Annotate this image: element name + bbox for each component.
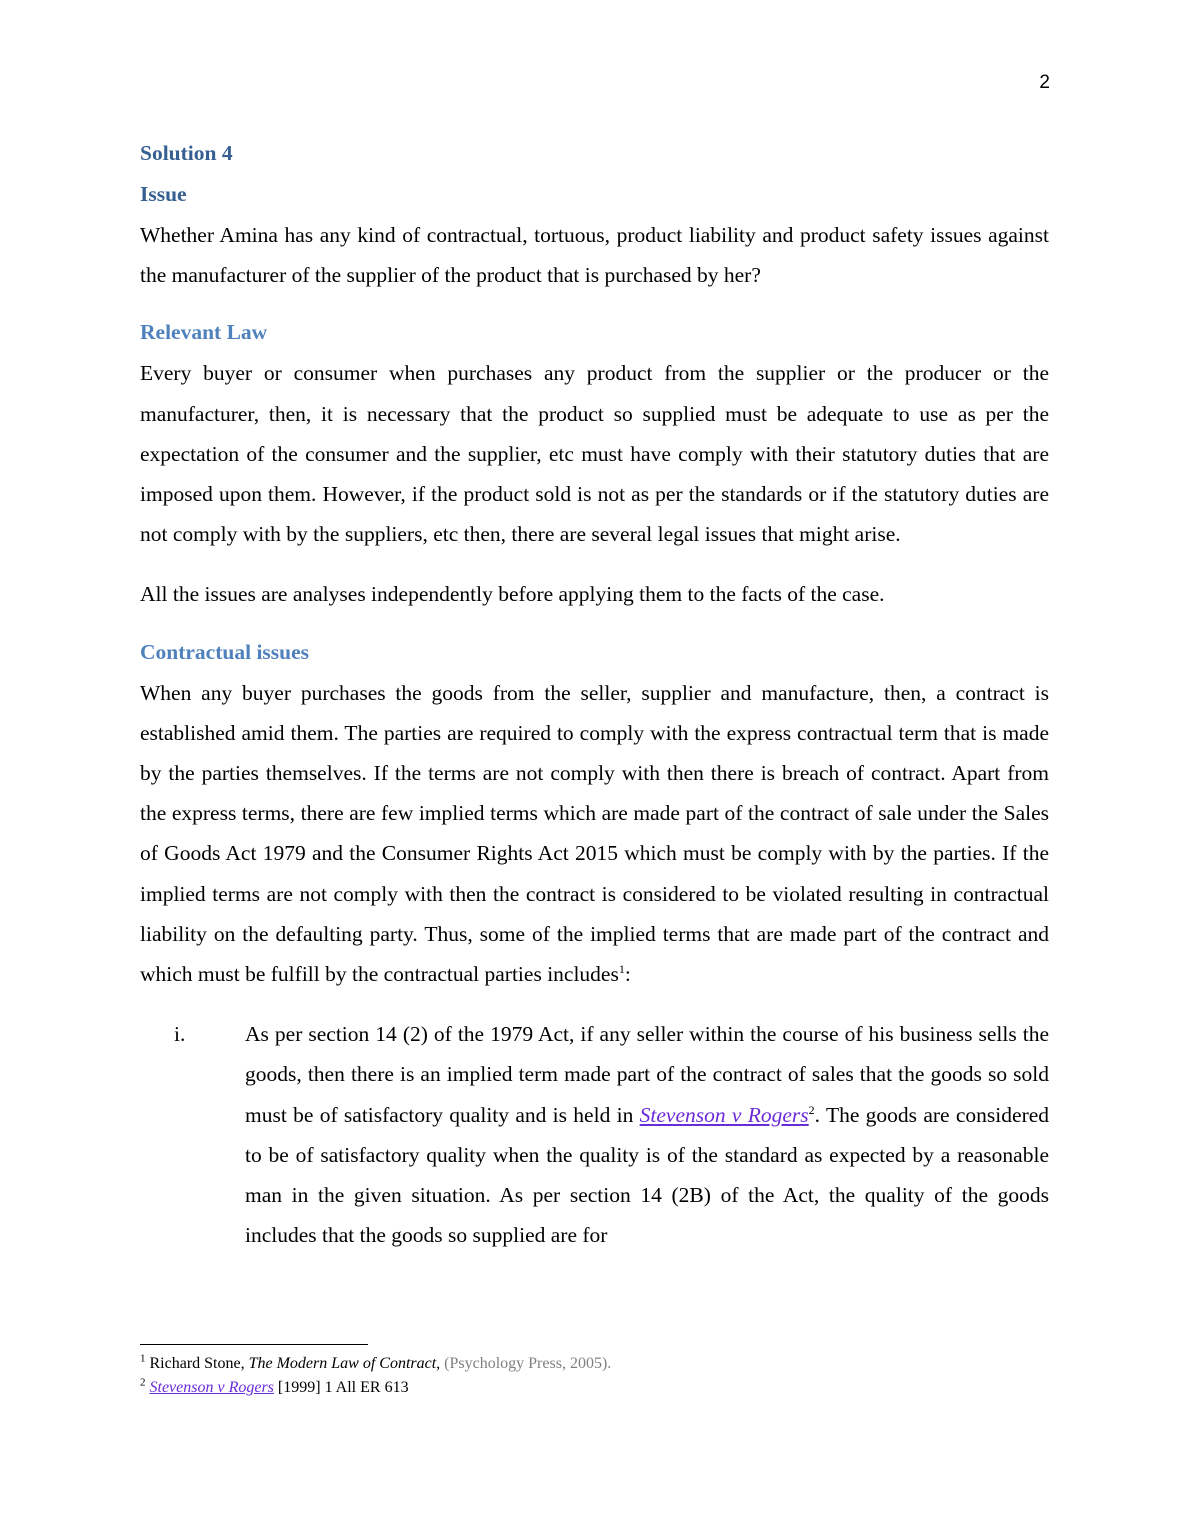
footnote-ref-1[interactable]: 1 [618,961,625,976]
footnote-publisher: (Psychology Press, 2005). [444,1355,612,1372]
footnote-citation: [1999] 1 All ER 613 [273,1379,409,1396]
footnote-2 [140,1376,1049,1400]
footnote-author: Richard Stone, [145,1355,249,1372]
relevant-law-paragraph: Every buyer or consumer when purchases any product from the supplier or the producer or the manufacturer, then, it is necessary that the product so supplied must be adequate to use as per the expectation of the consumer and the supplier, etc must have comply with their statutory duties that are imposed upon them. However, if the product sold is not as per the standards or if the statutory duties are not comply with by the suppliers, etc then, there are several legal issues that might arise. [140,361,1049,547]
list-item [140,1014,1049,1255]
contractual-paragraph [140,673,1049,995]
footnote-case-link[interactable]: Stevenson v Rogers [149,1379,274,1396]
issue-heading: Issue [140,182,187,206]
footnote-number: 2 [140,1376,146,1389]
footnote-separator [140,1344,368,1345]
footnote-ref-2[interactable]: 2 [808,1102,815,1117]
footnote-1 [140,1352,1049,1376]
solution-heading: Solution 4 [140,141,233,165]
analysis-paragraph: All the issues are analyses independently before applying them to the facts of the case. [140,582,885,607]
relevant-law-heading: Relevant Law [140,320,268,345]
case-link-stevenson[interactable]: Stevenson v Rogers [639,1102,809,1127]
list-item-text [245,1014,1049,1255]
issue-paragraph: Whether Amina has any kind of contractual, tortuous, product liability and product safety issues against the manufacturer of the supplier of the product that is purchased by her? [140,223,1049,288]
list-text-after: . The goods are considered to be of satisfactory quality when the quality is of the standard as expected by a reasonable man in the given situation. As per section 14 (2B) of the Act, the quality of the goods includes that the goods so supplied are for [245,1102,1050,1248]
document-body [140,138,1049,1255]
list-text-before: As per section 14 (2) of the 1979 Act, if any seller within the course of his business sells the goods, then there is an implied term made part of the contract of sales that the goods so sold must be of satisfactory quality and is held in [245,1022,1049,1127]
contractual-text-end: : [624,962,631,987]
contractual-text: When any buyer purchases the goods from the seller, supplier and manufacture, then, a contract is established amid them. The parties are required to comply with the express contractual term that is made by the parties themselves. If the terms are not comply with then there is breach of contract. Apart from the express terms, there are few implied terms which are made part of the contract of sale under the Sales of Goods Act 1979 and the Consumer Rights Act 2015 which must be comply with by the parties. If the implied terms are not comply with then the contract is considered to be violated resulting in contractual liability on the defaulting party. Thus, some of the implied terms that are made part of the contract and which must be fulfill by the contractual parties includes [140,680,1049,987]
contractual-issues-heading: Contractual issues [140,639,310,664]
footnotes [140,1352,1049,1400]
footnote-book-title: The Modern Law of Contract, [248,1355,441,1372]
footnote-number: 1 [140,1352,146,1365]
list-number: i. [174,1022,186,1047]
page-number: 2 [1039,72,1050,93]
